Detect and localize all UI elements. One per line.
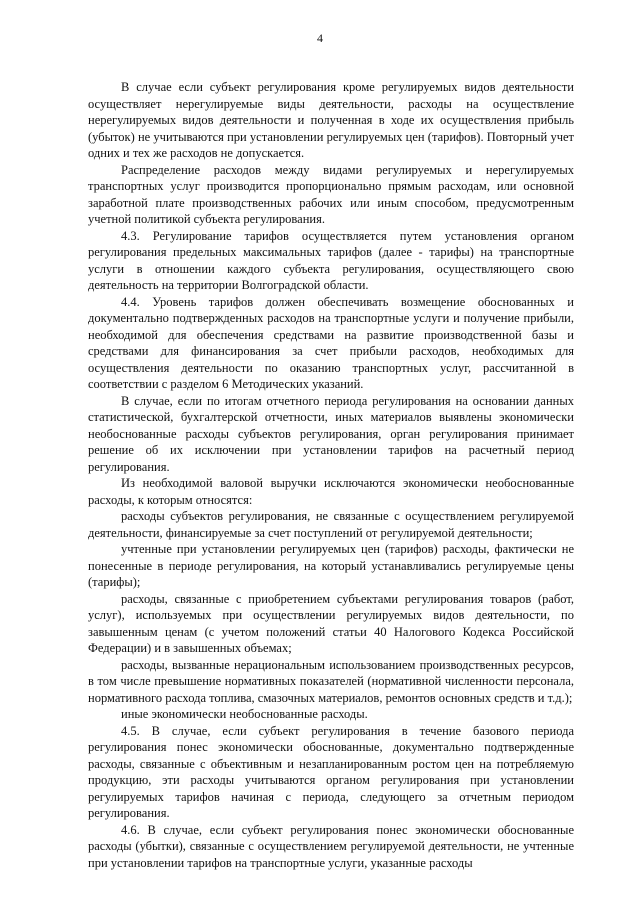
- document-body: [88, 79, 574, 871]
- paragraph-cost-distribution: Распределение расходов между видами регулируемых и нерегулируемых транспортных услуг производится пропорционально прямым расходам, или основной заработной плате производственных рабочих или иным способом, предусмотренным учетной политикой субъекта регулирования.: [88, 162, 574, 226]
- paragraph-4-6: 4.6. В случае, если субъект регулирования понес экономически обоснованные расходы (убытки), связанные с осуществлением регулируемой деятельности, не учтенные при установлении тарифов на транспортные услуги, указанные расходы: [88, 822, 574, 870]
- paragraph-4-5: 4.5. В случае, если субъект регулирования в течение базового периода регулирования понес экономически обоснованные, документально подтвержденные расходы, связанные с объективным и незапланированным ростом цен на потребляемую продукцию, эти расходы учитываются органом регулирования при установлении регулируемых тарифов начиная с периода, следующего за отчетным периодом регулирования.: [88, 723, 574, 820]
- paragraph-4-3: 4.3. Регулирование тарифов осуществляется путем установления органом регулирования предельных максимальных тарифов (далее - тарифы) на транспортные услуги в отношении каждого субъекта регулирования, осуществляющего свою деятельность на территории Волгоградской области.: [88, 228, 574, 292]
- paragraph-excluded-costs-intro: Из необходимой валовой выручки исключаются экономически необоснованные расходы, к которым относятся:: [88, 476, 574, 507]
- list-item-irrational-resource-use: расходы, вызванные нерациональным использованием производственных ресурсов, в том числе превышение нормативных показателей (нормативной численности персонала, нормативного расхода топлива, смазочных материалов, ремонтов основных средств и т.д.);: [88, 657, 574, 705]
- list-item-unrelated-costs: расходы субъектов регулирования, не связанные с осуществлением регулируемой деятельности, финансируемые за счет поступлений от регулируемой деятельности;: [88, 509, 574, 540]
- paragraph-unregulated-activities: В случае если субъект регулирования кроме регулируемых видов деятельности осуществляет нерегулируемые виды деятельности, расходы на осуществление нерегулируемых видов деятельности и полученная в ходе их осуществления прибыль (убыток) не учитываются при установлении регулируемых цен (тарифов). Повторный учет одних и тех же расходов не допускается.: [88, 80, 574, 160]
- list-item-overpriced-purchases: расходы, связанные с приобретением субъектами регулирования товаров (работ, услуг), используемых при осуществлении регулируемых видов деятельности, по завышенным ценам (с учетом положений статьи 40 Налогового Кодекса Российской Федерации) и в завышенных объемах;: [88, 591, 574, 655]
- paragraph-unjustified-costs: В случае, если по итогам отчетного периода регулирования на основании данных статистической, бухгалтерской отчетности, иных материалов выявлены экономически необоснованные расходы субъектов регулирования, орган регулирования принимает решение об их исключении при установлении тарифов на расчетный период регулирования.: [88, 393, 574, 474]
- page-number: 4: [317, 31, 323, 45]
- paragraph-4-4: 4.4. Уровень тарифов должен обеспечивать возмещение обоснованных и документально подтвержденных расходов на транспортные услуги и получение прибыли, необходимой для обеспечения средствами на развитие производственной базы и средствами для финансирования за счет прибыли расходов, необходимых для осуществления деятельности по оказанию транспортных услуг, рассчитанной в соответствии с разделом 6 Методических указаний.: [88, 294, 574, 391]
- list-item-other-costs: иные экономически необоснованные расходы.: [121, 707, 368, 721]
- list-item-unincurred-costs: учтенные при установлении регулируемых цен (тарифов) расходы, фактически не понесенные в периоде регулирования, на который устанавливались регулируемые цены (тарифы);: [88, 542, 574, 589]
